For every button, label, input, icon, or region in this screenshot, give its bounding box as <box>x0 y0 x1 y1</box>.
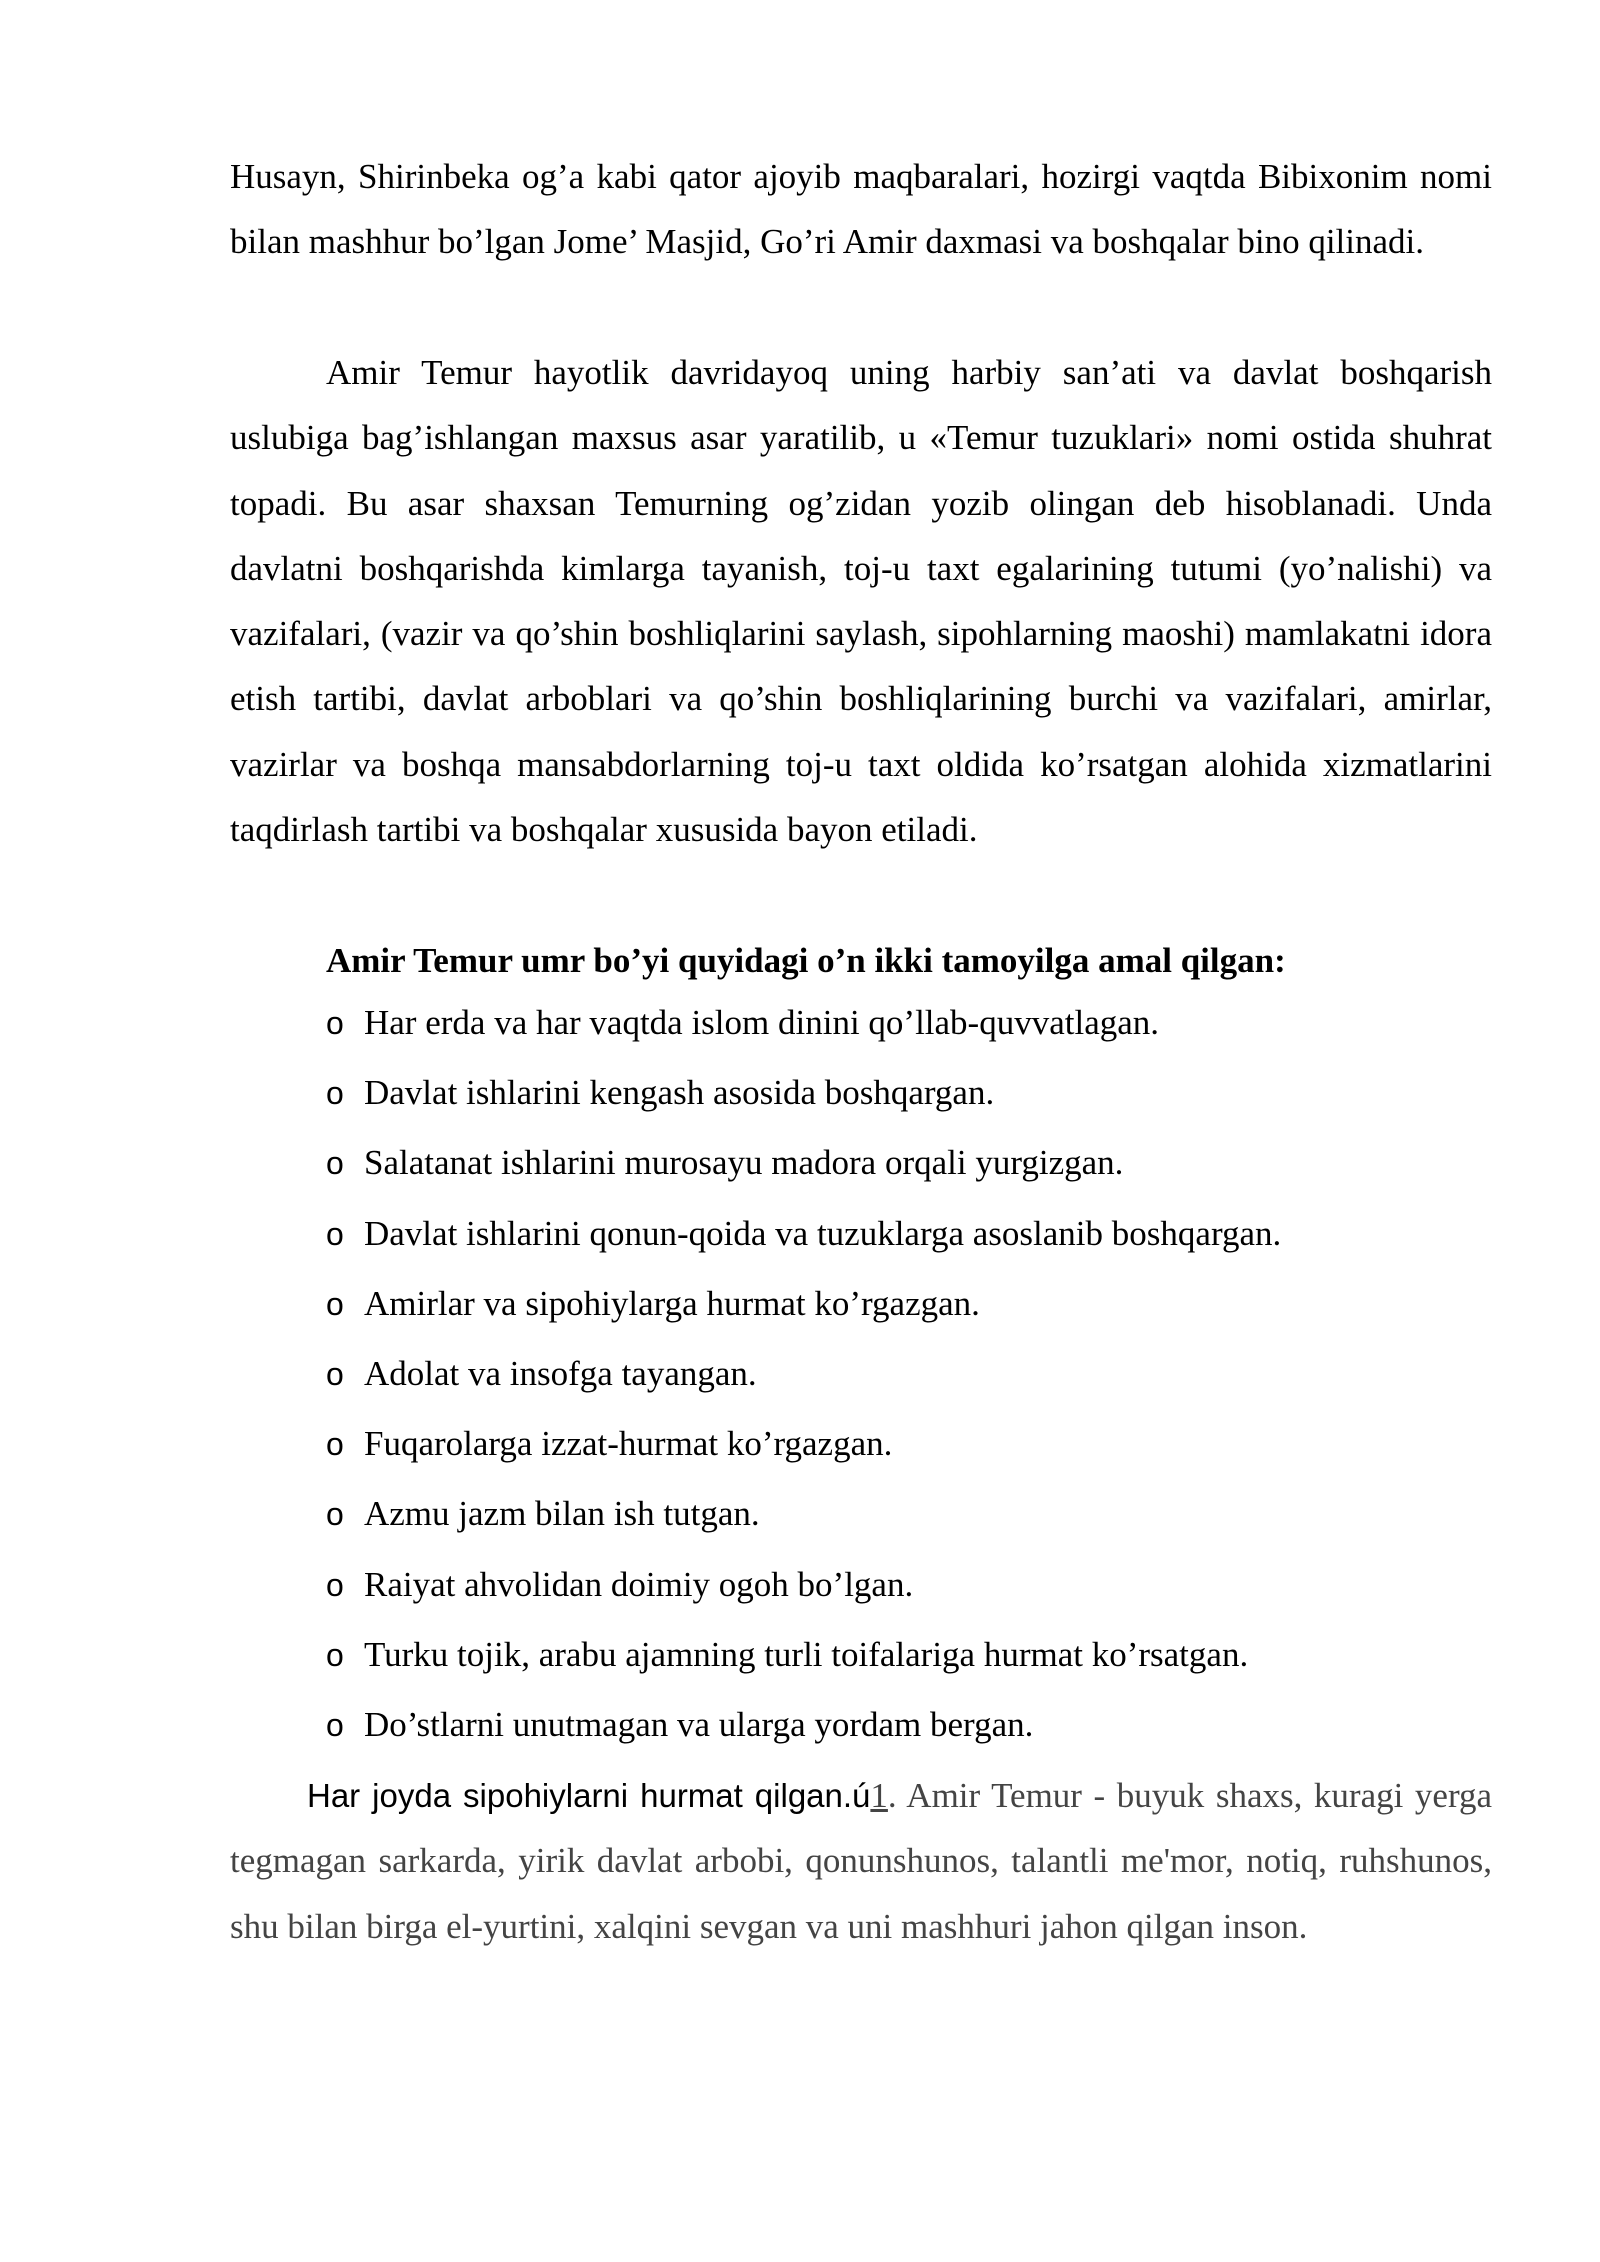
list-item-text: Fuqarolarga izzat-hurmat ko’rgazgan. <box>364 1424 893 1464</box>
bullet-circle-icon: o <box>326 1636 344 1673</box>
principles-heading: Amir Temur umr bo’yi quyidagi o’n ikki tamoyilga amal qilgan: <box>326 941 1286 980</box>
list-item <box>326 1199 1466 1269</box>
bullet-circle-icon: o <box>326 1566 344 1603</box>
paragraph-2: Amir Temur hayotlik davridayoq uning harbiy san’ati va davlat boshqarish uslubiga bag’ishlangan maxsus asar yaratilib, u «Temur tuzuklari» nomi ostida shuhrat topadi. Bu asar shaxsan Temurning og’zidan yozib olingan deb hisoblanadi. Unda davlatni boshqarishda kimlarga tayanish, toj-u taxt egalarining tutumi (yo’nalishi) va vazifalari, (vazir va qo’shin boshliqlarini saylash, sipohlarning maoshi) mamlakatni idora etish tartibi, davlat arboblari va qo’shin boshliqlarining burchi va vazifalari, amirlar, vazirlar va boshqa mansabdorlarning toj-u taxt oldida ko’rsatgan alohida xizmatlarini taqdirlash tartibi va boshqalar xususida bayon etiladi. <box>230 353 1492 850</box>
bullet-circle-icon: o <box>326 1356 344 1393</box>
list-item <box>326 1409 1466 1479</box>
bullet-circle-icon: o <box>326 1075 344 1112</box>
list-item <box>326 1128 1466 1198</box>
list-item <box>326 988 1466 1058</box>
list-item <box>326 1479 1466 1549</box>
list-item <box>326 1690 1466 1760</box>
list-item <box>326 1620 1466 1690</box>
bullet-circle-icon: o <box>326 1426 344 1463</box>
closing-lead-text: Har joyda sipohiylarni hurmat qilgan.ú <box>307 1777 871 1814</box>
list-item <box>326 1550 1466 1620</box>
bullet-circle-icon: o <box>326 1215 344 1252</box>
list-item-text: Turku tojik, arabu ajamning turli toifalariga hurmat ko’rsatgan. <box>364 1634 1249 1674</box>
bullet-circle-icon: o <box>326 1005 344 1042</box>
list-item <box>326 1339 1466 1409</box>
closing-rest-text: . Amir Temur - buyuk shaxs, kuragi yerga tegmagan sarkarda, yirik davlat arbobi, qonunshunos, talantli me'mor, notiq, ruhshunos, shu bilan birga el-yurtini, xalqini sevgan va uni mashhuri jahon qilgan inson. <box>230 1776 1492 1946</box>
footnote-link[interactable]: 1 <box>870 1776 888 1815</box>
list-item <box>326 1269 1466 1339</box>
list-item-text: Amirlar va sipohiylarga hurmat ko’rgazgan. <box>364 1283 980 1323</box>
list-item-text: Azmu jazm bilan ish tutgan. <box>364 1494 760 1534</box>
bullet-circle-icon: o <box>326 1285 344 1322</box>
principles-list <box>326 988 1466 1760</box>
list-item-text: Raiyat ahvolidan doimiy ogoh bo’lgan. <box>364 1564 914 1604</box>
list-item-text: Davlat ishlarini kengash asosida boshqargan. <box>364 1073 995 1113</box>
bullet-circle-icon: o <box>326 1496 344 1533</box>
paragraph-1: Husayn, Shirinbeka og’a kabi qator ajoyib maqbaralari, hozirgi vaqtda Bibixonim nomi bilan mashhur bo’lgan Jome’ Masjid, Go’ri Amir daxmasi va boshqalar bino qilinadi. <box>230 157 1492 262</box>
list-item <box>326 1058 1466 1128</box>
list-item-text: Salatanat ishlarini murosayu madora orqali yurgizgan. <box>364 1143 1124 1183</box>
closing-paragraph <box>230 1763 1492 1959</box>
bullet-circle-icon: o <box>326 1145 344 1182</box>
list-item-text: Davlat ishlarini qonun-qoida va tuzuklarga asoslanib boshqargan. <box>364 1213 1282 1253</box>
bullet-circle-icon: o <box>326 1706 344 1743</box>
list-item-text: Do’stlarni unutmagan va ularga yordam bergan. <box>364 1704 1034 1744</box>
list-item-text: Har erda va har vaqtda islom dinini qo’llab-quvvatlagan. <box>364 1003 1160 1043</box>
list-item-text: Adolat va insofga tayangan. <box>364 1354 757 1394</box>
